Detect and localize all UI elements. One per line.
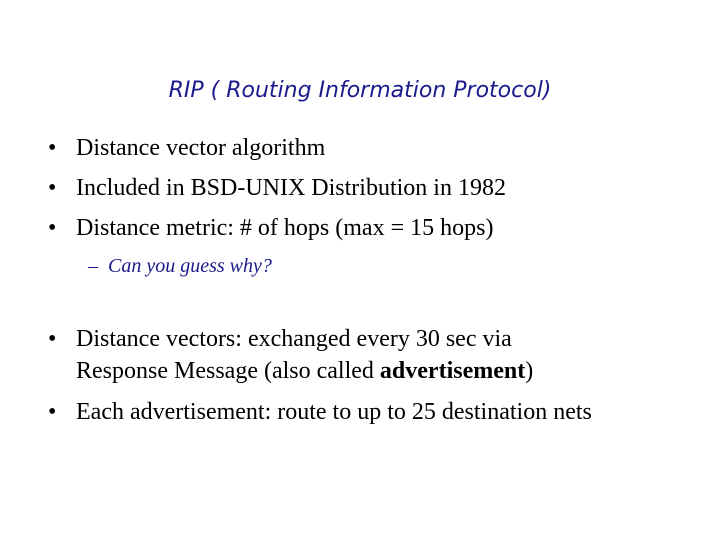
slide-title: RIP ( Routing Information Protocol) bbox=[168, 78, 552, 103]
bullet-text-post: ) bbox=[525, 358, 534, 384]
bullet-dot: • bbox=[48, 135, 57, 161]
bullet-text-bold: advertisement bbox=[379, 358, 526, 384]
bullet-dot: • bbox=[48, 399, 57, 425]
bullet-text-pre: Response Message (also called bbox=[76, 358, 380, 384]
bullet-dot: • bbox=[48, 326, 57, 352]
bullet-dot: • bbox=[48, 175, 57, 201]
bullet-text: Included in BSD-UNIX Distribution in 1982 bbox=[76, 175, 506, 201]
sub-bullet-dash: – bbox=[88, 255, 98, 277]
bullet-text: Distance vector algorithm bbox=[76, 135, 326, 161]
bullet-text-line2 bbox=[76, 356, 533, 386]
bullet-text: Distance metric: # of hops (max = 15 hops) bbox=[76, 215, 494, 241]
bullet-text: Each advertisement: route to up to 25 destination nets bbox=[76, 399, 592, 425]
bullet-text: Distance vectors: exchanged every 30 sec via bbox=[76, 326, 512, 352]
sub-bullet-text: Can you guess why? bbox=[108, 255, 272, 277]
bullet-dot: • bbox=[48, 215, 57, 241]
